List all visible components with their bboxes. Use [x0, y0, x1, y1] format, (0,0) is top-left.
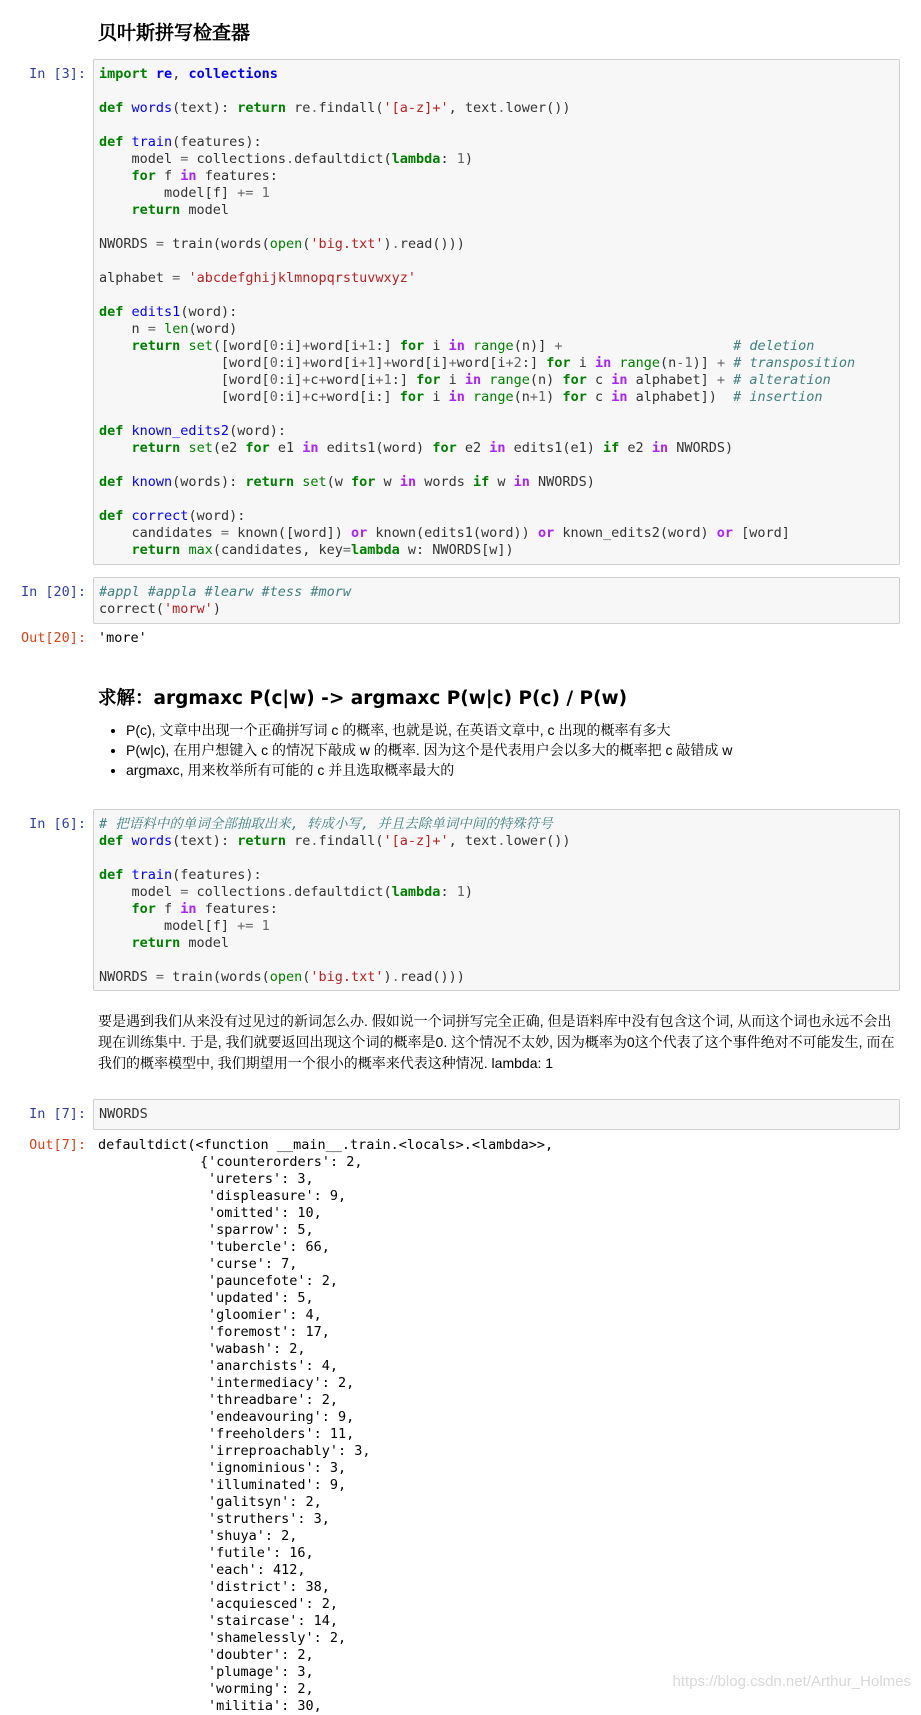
output-dict-first: {'counterorders': 2,	[200, 1154, 363, 1170]
dict-entry: 'curse': 7,	[208, 1256, 298, 1272]
explanation-paragraph: 要是遇到我们从来没有过见过的新词怎么办. 假如说一个词拼写完全正确, 但是语料库中没有包含这个词, 从而这个词也永远不会出现在训练集中. 于是, 我们就要返回出现这个词的概率是0. 这个情况不太妙, 因为概率为0这个代表了这个事件绝对不可能发生, 而在我们的概率模型中, 我们期望用一个很小的概率来代表这种情况. lambda: 1	[98, 1013, 895, 1071]
list-item: • argmaxc, 用来枚举所有可能的 c 并且选取概率最大的	[126, 760, 898, 780]
dict-entry: 'ureters': 3,	[208, 1171, 314, 1187]
output-prompt: Out[20]:	[20, 630, 86, 646]
dict-entry: 'intermediacy': 2,	[208, 1375, 355, 1391]
dict-entry: 'sparrow': 5,	[208, 1222, 314, 1238]
output-area	[98, 1137, 898, 1715]
dict-entry: 'staircase': 14,	[208, 1613, 339, 1629]
output-dict-entries	[98, 1171, 898, 1715]
code-text: NWORDS	[99, 1106, 148, 1122]
bullet-list	[98, 720, 898, 780]
markdown-cell-formula	[98, 684, 898, 780]
output-text: 'more'	[98, 630, 147, 646]
output-prompt: Out[7]:	[29, 1137, 86, 1153]
section-heading: 求解：argmaxc P(c|w) -> argmaxc P(w|c) P(c) / P(w)	[98, 688, 628, 709]
input-prompt: In [6]:	[29, 816, 86, 832]
page-title: 贝叶斯拼写检查器	[98, 22, 251, 44]
code-text: import re, collections def words(text): return re.findall('[a-z]+', text.lower()) def train(features): model = collections.defaultdict(lambda: 1) for f in features: model[f] += 1 return model NWORDS = train(words(open('big.txt').read())) alphabet = 'abcdefghijklmnopqrstuvwxyz' def edits1(word): n = len(word) return set([word[0:i]+word[i+1:] for i in range(n)] + # deletion [word[0:i]+word[i+1]+word[i]+word[i+2:] for i in range(n-1)] + # transposition [word[0:i]+c+word[i+1:] for i in range(n) for c in alphabet] + # alteration [word[0:i]+c+word[i:] for i in range(n+1) for c in alphabet]) # insertion def known_edits2(word): return set(e2 for e1 in edits1(word) for e2 in edits1(e1) if e2 in NWORDS) def known(words): return set(w for w in words if w in NWORDS) def correct(word): candidates = known([word]) or known(edits1(word)) or known_edits2(word) or [word] return max(candidates, key=lambda w: NWORDS[w])	[99, 66, 856, 558]
output-area	[98, 630, 898, 647]
dict-entry: 'struthers': 3,	[208, 1511, 330, 1527]
dict-entry: 'futile': 16,	[208, 1545, 314, 1561]
dict-entry: 'each': 412,	[208, 1562, 306, 1578]
dict-entry: 'wabash': 2,	[208, 1341, 306, 1357]
dict-entry: 'district': 38,	[208, 1579, 330, 1595]
dict-entry: 'irreproachably': 3,	[208, 1443, 371, 1459]
dict-entry: 'updated': 5,	[208, 1290, 314, 1306]
dict-entry: 'plumage': 3,	[208, 1664, 314, 1680]
dict-entry: 'foremost': 17,	[208, 1324, 330, 1340]
dict-entry: 'militia': 30,	[208, 1698, 322, 1714]
code-text: #appl #appla #learw #tess #morw correct('morw')	[99, 584, 351, 617]
dict-entry: 'threadbare': 2,	[208, 1392, 339, 1408]
dict-entry: 'tubercle': 66,	[208, 1239, 330, 1255]
input-prompt: In [7]:	[29, 1106, 86, 1122]
dict-entry: 'galitsyn': 2,	[208, 1494, 322, 1510]
output-header: defaultdict(<function __main__.train.<locals>.<lambda>>,	[98, 1137, 554, 1153]
code-editor[interactable]	[93, 577, 900, 624]
dict-entry: 'acquiesced': 2,	[208, 1596, 339, 1612]
dict-entry: 'omitted': 10,	[208, 1205, 322, 1221]
dict-entry: 'pauncefote': 2,	[208, 1273, 339, 1289]
dict-entry: 'displeasure': 9,	[208, 1188, 347, 1204]
notebook-title-block	[98, 18, 898, 45]
code-text: # 把语料中的单词全部抽取出来, 转成小写, 并且去除单词中间的特殊符号 def words(text): return re.findall('[a-z]+', text.lower()) def train(features): model = collections.defaultdict(lambda: 1) for f in features: model[f] += 1 return model NWORDS = train(words(open('big.txt').read()))	[99, 816, 571, 985]
code-editor[interactable]	[93, 809, 900, 991]
dict-entry: 'ignominious': 3,	[208, 1460, 347, 1476]
dict-entry: 'gloomier': 4,	[208, 1307, 322, 1323]
dict-entry: 'freeholders': 11,	[208, 1426, 355, 1442]
input-prompt: In [20]:	[20, 584, 86, 600]
dict-entry: 'shuya': 2,	[208, 1528, 298, 1544]
dict-entry: 'anarchists': 4,	[208, 1358, 339, 1374]
dict-entry: 'worming': 2,	[208, 1681, 314, 1697]
input-prompt: In [3]:	[29, 66, 86, 82]
code-editor[interactable]	[93, 1099, 900, 1130]
code-editor[interactable]	[93, 59, 900, 565]
list-item: • P(c), 文章中出现一个正确拼写词 c 的概率, 也就是说, 在英语文章中, c 出现的概率有多大	[126, 720, 898, 740]
watermark: https://blog.csdn.net/Arthur_Holmes	[672, 1673, 911, 1690]
dict-entry: 'illuminated': 9,	[208, 1477, 347, 1493]
dict-entry: 'shamelessly': 2,	[208, 1630, 347, 1646]
list-item: • P(w|c), 在用户想键入 c 的情况下敲成 w 的概率. 因为这个是代表用户会以多大的概率把 c 敲错成 w	[126, 740, 898, 760]
markdown-cell-paragraph	[98, 1011, 898, 1074]
dict-entry: 'doubter': 2,	[208, 1647, 314, 1663]
dict-entry: 'endeavouring': 9,	[208, 1409, 355, 1425]
